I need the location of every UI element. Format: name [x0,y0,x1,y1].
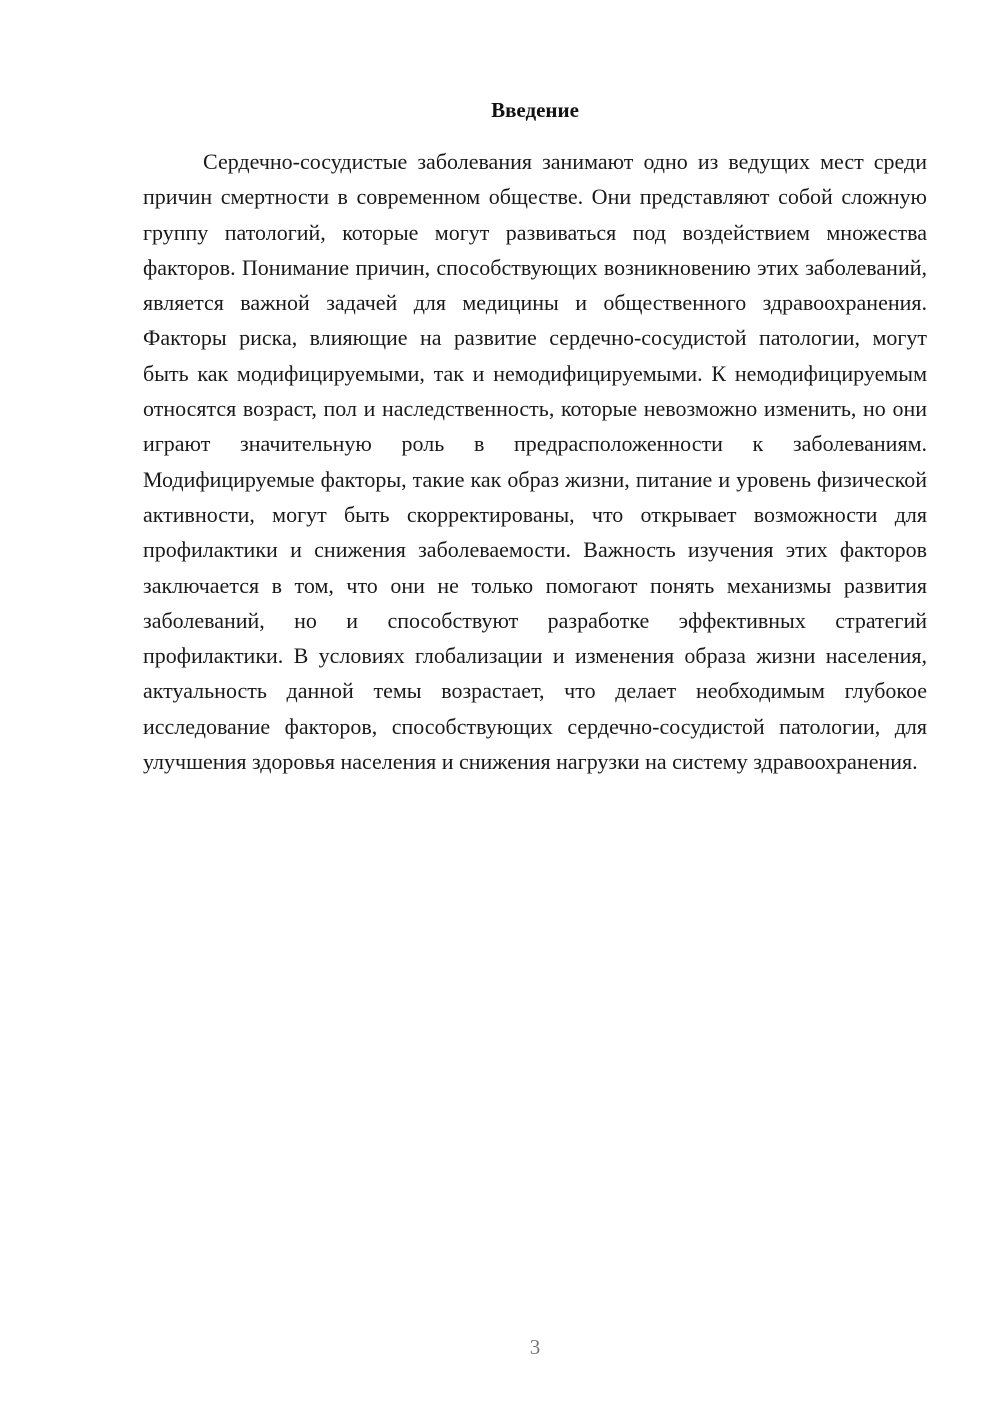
page-number: 3 [529,1335,541,1359]
body-paragraph: Сердечно-сосудистые заболевания занимают одно из ведущих мест среди причин смертности в современном обществе. Они представляют собой сложную группу патологий, которые могут развиваться под воздействием множества факторов. Понимание причин, способствующих возникновению этих заболеваний, является важной задачей для медицины и общественного здравоохранения. Факторы риска, влияющие на развитие сердечно-сосудистой патологии, могут быть как модифицируемыми, так и немодифицируемыми. К немодифицируемым относятся возраст, пол и наследственность, которые невозможно изменить, но они играют значительную роль в предрасположенности к заболеваниям. Модифицируемые факторы, такие как образ жизни, питание и уровень физической активности, могут быть скорректированы, что открывает возможности для профилактики и снижения заболеваемости. Важность изучения этих факторов заключается в том, что они не только помогают понять механизмы развития заболеваний, но и способствуют разработке эффективных стратегий профилактики. В условиях глобализации и изменения образа жизни населения, актуальность данной темы возрастает, что делает необходимым глубокое исследование факторов, способствующих сердечно-сосудистой патологии, для улучшения здоровья населения и снижения нагрузки на систему здравоохранения. [143,149,927,775]
section-heading: Введение [491,98,579,122]
